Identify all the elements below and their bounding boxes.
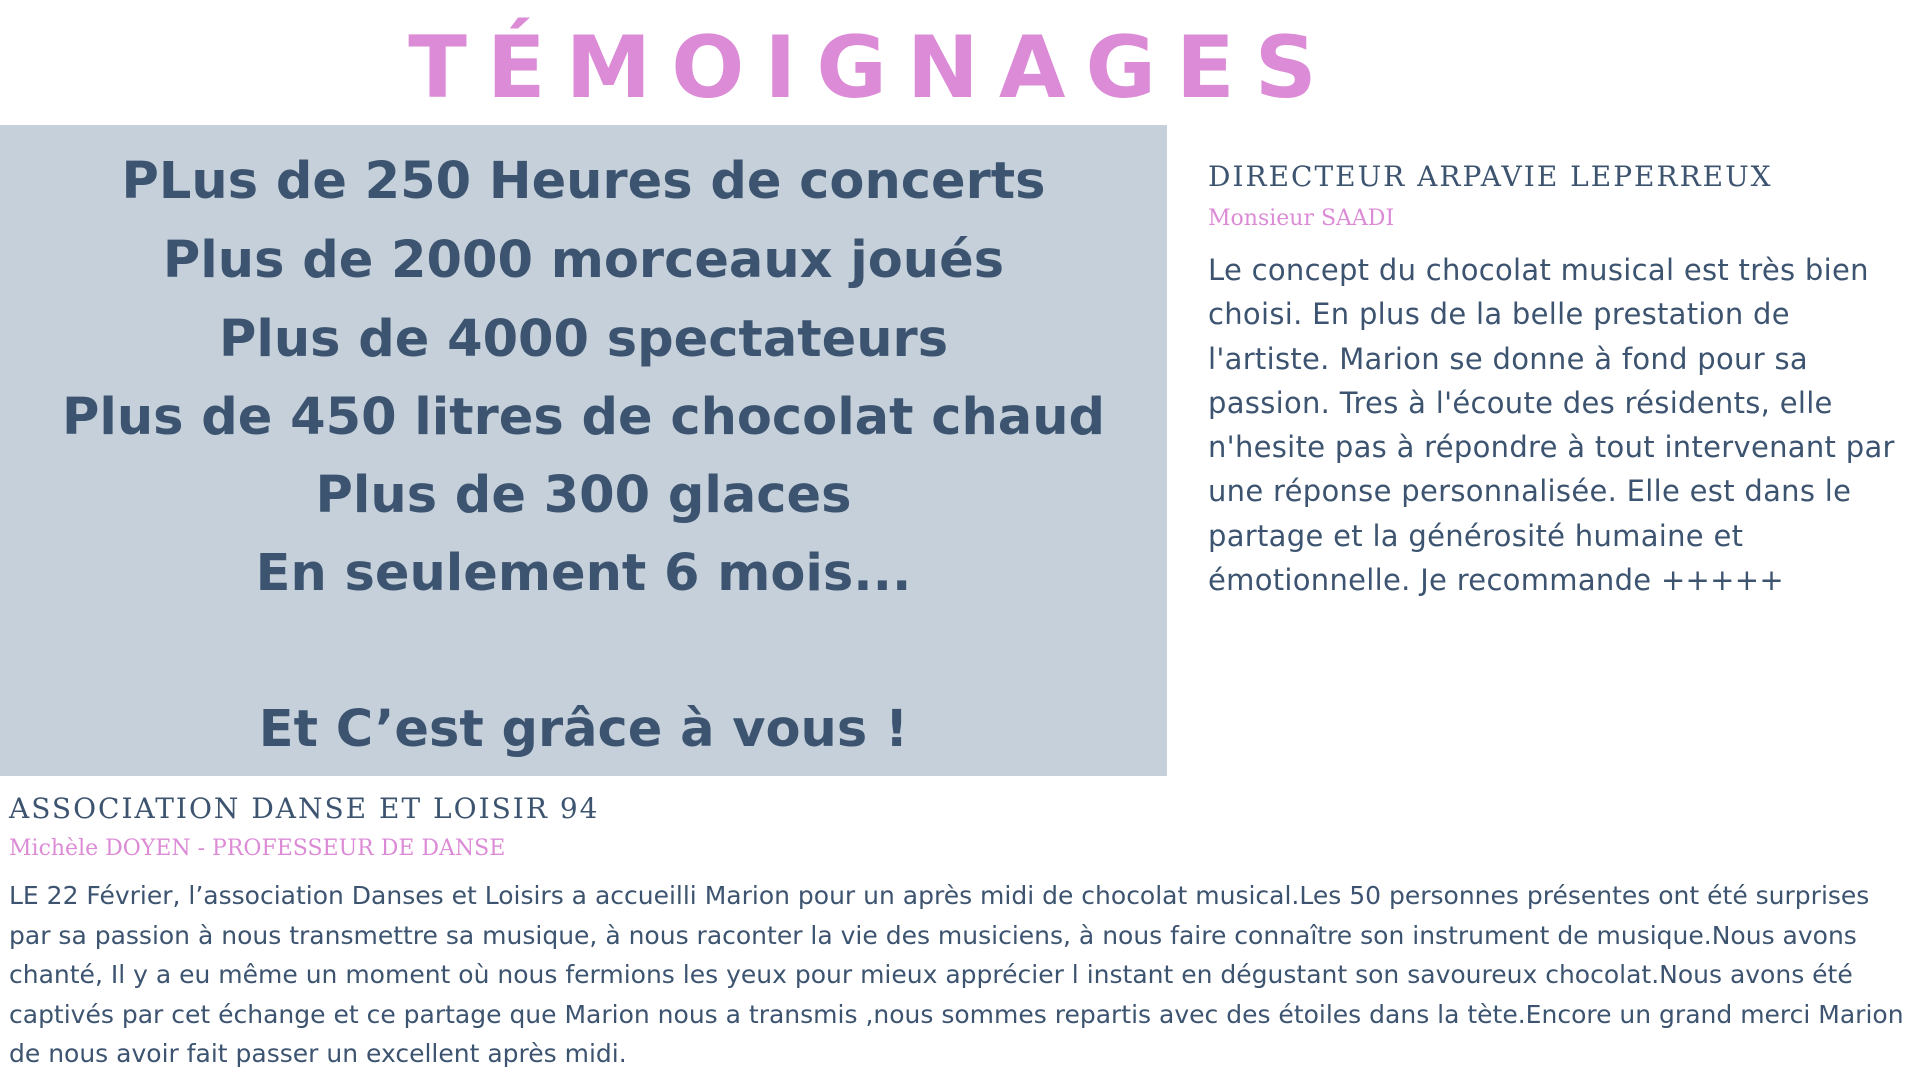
testimonial-author: Monsieur SAADI [1208,206,1395,231]
stat-duration: En seulement 6 mois... [255,544,912,603]
testimonial-author: Michèle DOYEN - PROFESSEUR DE DANSE [9,836,506,861]
stat-ice-creams: Plus de 300 glaces [315,466,852,525]
testimonial-organization: ASSOCIATION DANSE ET LOISIR 94 [9,792,600,825]
stat-thanks: Et C’est grâce à vous ! [258,700,909,759]
testimonial-text: LE 22 Février, l’association Danses et Loisirs a accueilli Marion pour un après midi de chocolat musical.Les 50 personnes présentes ont été surprises par sa passion à nous transmettre sa musique, à nous raconter la vie des musiciens, à nous faire connaître son instrument de musique.Nous avons chanté, Il y a eu même un moment où nous fermions les yeux pour mieux apprécier l instant en dégustant son savoureux chocolat.Nous avons été captivés par cet échange et ce partage que Marion nous a transmis ,nous sommes repartis avec des étoiles dans la tète.Encore un grand merci Marion de nous avoir fait passer un excellent après midi. [9,881,1904,1068]
stat-spectators: Plus de 4000 spectateurs [218,310,949,369]
stat-hours: PLus de 250 Heures de concerts [121,152,1046,211]
stat-pieces: Plus de 2000 morceaux joués [162,231,1005,290]
stat-chocolate: Plus de 450 litres de chocolat chaud [61,388,1106,447]
testimonial-organization: DIRECTEUR ARPAVIE LEPERREUX [1208,160,1773,193]
page-title: TÉMOIGNAGES [408,18,1337,118]
testimonial-text: Le concept du chocolat musical est très bien choisi. En plus de la belle prestation de l'artiste. Marion se donne à fond pour sa passion. Tres à l'écoute des résidents, elle n'hesite pas à répondre à tout intervenant par une réponse personnalisée. Elle est dans le partage et la générosité humaine et émotionnelle. Je recommande +++++ [1208,253,1895,598]
stats-panel [0,125,1167,776]
